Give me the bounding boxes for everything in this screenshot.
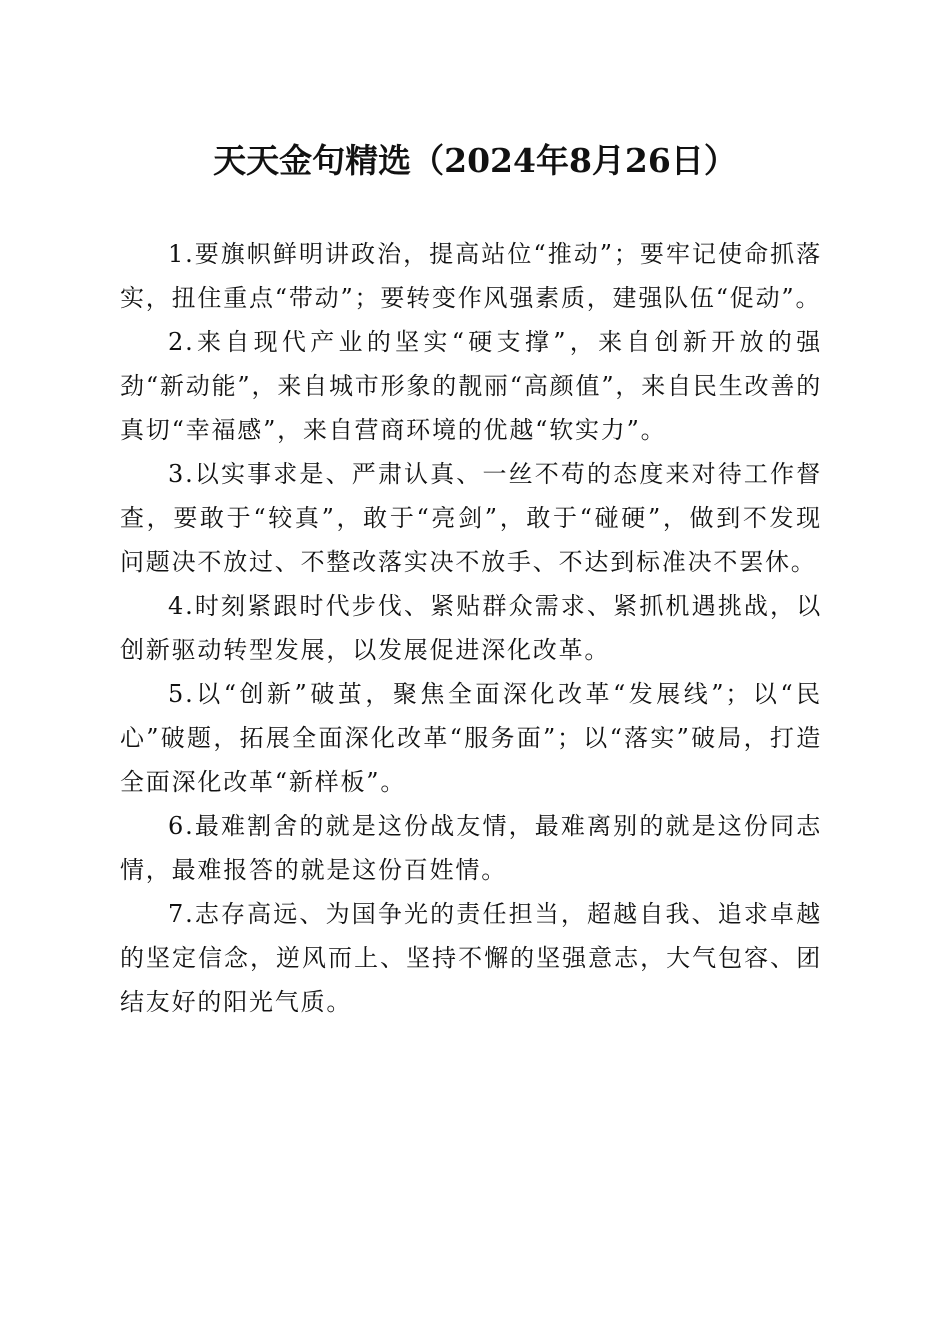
paragraph-4: 4.时刻紧跟时代步伐、紧贴群众需求、紧抓机遇挑战，以创新驱动转型发展，以发展促进深化改革。 [120,592,822,664]
paragraph-5: 5.以“创新”破茧，聚焦全面深化改革“发展线”；以“民心”破题，拓展全面深化改革“服务面”；以“落实”破局，打造全面深化改革“新样板”。 [120,680,822,796]
paragraph-3: 3.以实事求是、严肃认真、一丝不苟的态度来对待工作督查，要敢于“较真”，敢于“亮剑”，敢于“碰硬”，做到不发现问题决不放过、不整改落实决不放手、不达到标准决不罢休。 [120,460,822,576]
paragraph-2: 2.来自现代产业的坚实“硬支撑”，来自创新开放的强劲“新动能”，来自城市形象的靓丽“高颜值”，来自民生改善的真切“幸福感”，来自营商环境的优越“软实力”。 [120,328,822,444]
document-title: 天天金句精选（2024年8月26日） [213,141,737,180]
paragraph-7: 7.志存高远、为国争光的责任担当，超越自我、追求卓越的坚定信念，逆风而上、坚持不懈的坚强意志，大气包容、团结友好的阳光气质。 [120,900,822,1016]
document-body [120,232,822,1024]
paragraph-6: 6.最难割舍的就是这份战友情，最难离别的就是这份同志情，最难报答的就是这份百姓情。 [120,812,822,884]
paragraph-1: 1.要旗帜鲜明讲政治，提高站位“推动”；要牢记使命抓落实，扭住重点“带动”；要转变作风强素质，建强队伍“促动”。 [120,240,822,312]
